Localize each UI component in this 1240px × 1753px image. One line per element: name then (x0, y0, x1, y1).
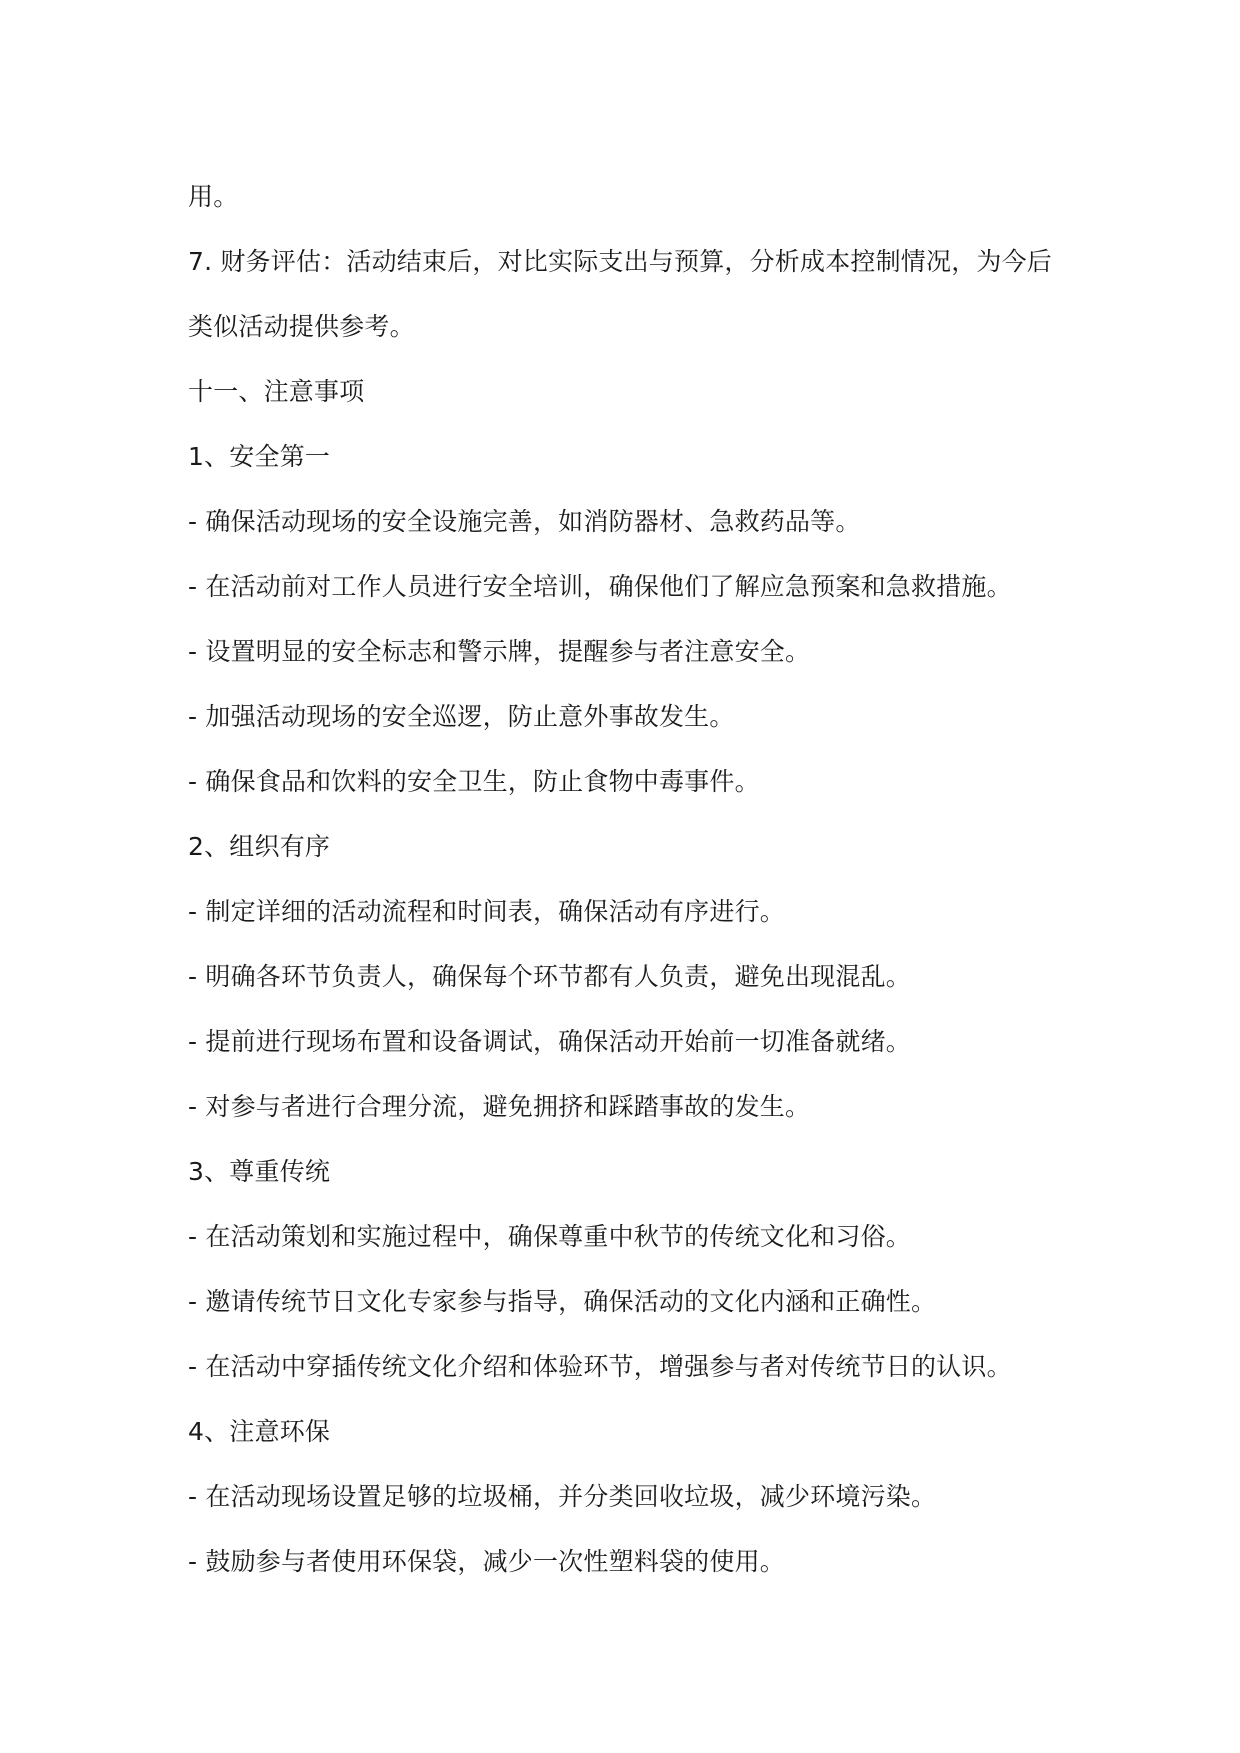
bullet-item: - 加强活动现场的安全巡逻，防止意外事故发生。 (188, 702, 735, 731)
section-heading: 十一、注意事项 (188, 377, 365, 406)
bullet-item: - 确保食品和饮料的安全卫生，防止食物中毒事件。 (188, 767, 760, 796)
subsection-heading-organization: 2、组织有序 (188, 832, 331, 861)
subsection-heading-safety: 1、安全第一 (188, 442, 331, 471)
bullet-item: - 制定详细的活动流程和时间表，确保活动有序进行。 (188, 897, 785, 926)
bullet-item: - 提前进行现场布置和设备调试，确保活动开始前一切准备就绪。 (188, 1027, 911, 1056)
bullet-item: - 在活动中穿插传统文化介绍和体验环节，增强参与者对传统节日的认识。 (188, 1352, 1012, 1381)
bullet-item: - 在活动前对工作人员进行安全培训，确保他们了解应急预案和急救措施。 (188, 572, 1012, 601)
subsection-heading-tradition: 3、尊重传统 (188, 1157, 331, 1186)
bullet-item: - 确保活动现场的安全设施完善，如消防器材、急救药品等。 (188, 507, 861, 536)
bullet-item: - 明确各环节负责人，确保每个环节都有人负责，避免出现混乱。 (188, 962, 911, 991)
document-body (188, 164, 1068, 1594)
list-item-continuation: 类似活动提供参考。 (188, 312, 415, 341)
bullet-item: - 在活动现场设置足够的垃圾桶，并分类回收垃圾，减少环境污染。 (188, 1482, 937, 1511)
bullet-item: - 邀请传统节日文化专家参与指导，确保活动的文化内涵和正确性。 (188, 1287, 937, 1316)
bullet-item: - 在活动策划和实施过程中，确保尊重中秋节的传统文化和习俗。 (188, 1222, 911, 1251)
bullet-item: - 设置明显的安全标志和警示牌，提醒参与者注意安全。 (188, 637, 811, 666)
paragraph-continuation: 用。 (188, 182, 239, 211)
bullet-item: - 鼓励参与者使用环保袋，减少一次性塑料袋的使用。 (188, 1547, 785, 1576)
subsection-heading-environment: 4、注意环保 (188, 1417, 331, 1446)
list-item-financial-evaluation: 7. 财务评估：活动结束后，对比实际支出与预算，分析成本控制情况，为今后 (188, 247, 1053, 276)
bullet-item: - 对参与者进行合理分流，避免拥挤和踩踏事故的发生。 (188, 1092, 811, 1121)
